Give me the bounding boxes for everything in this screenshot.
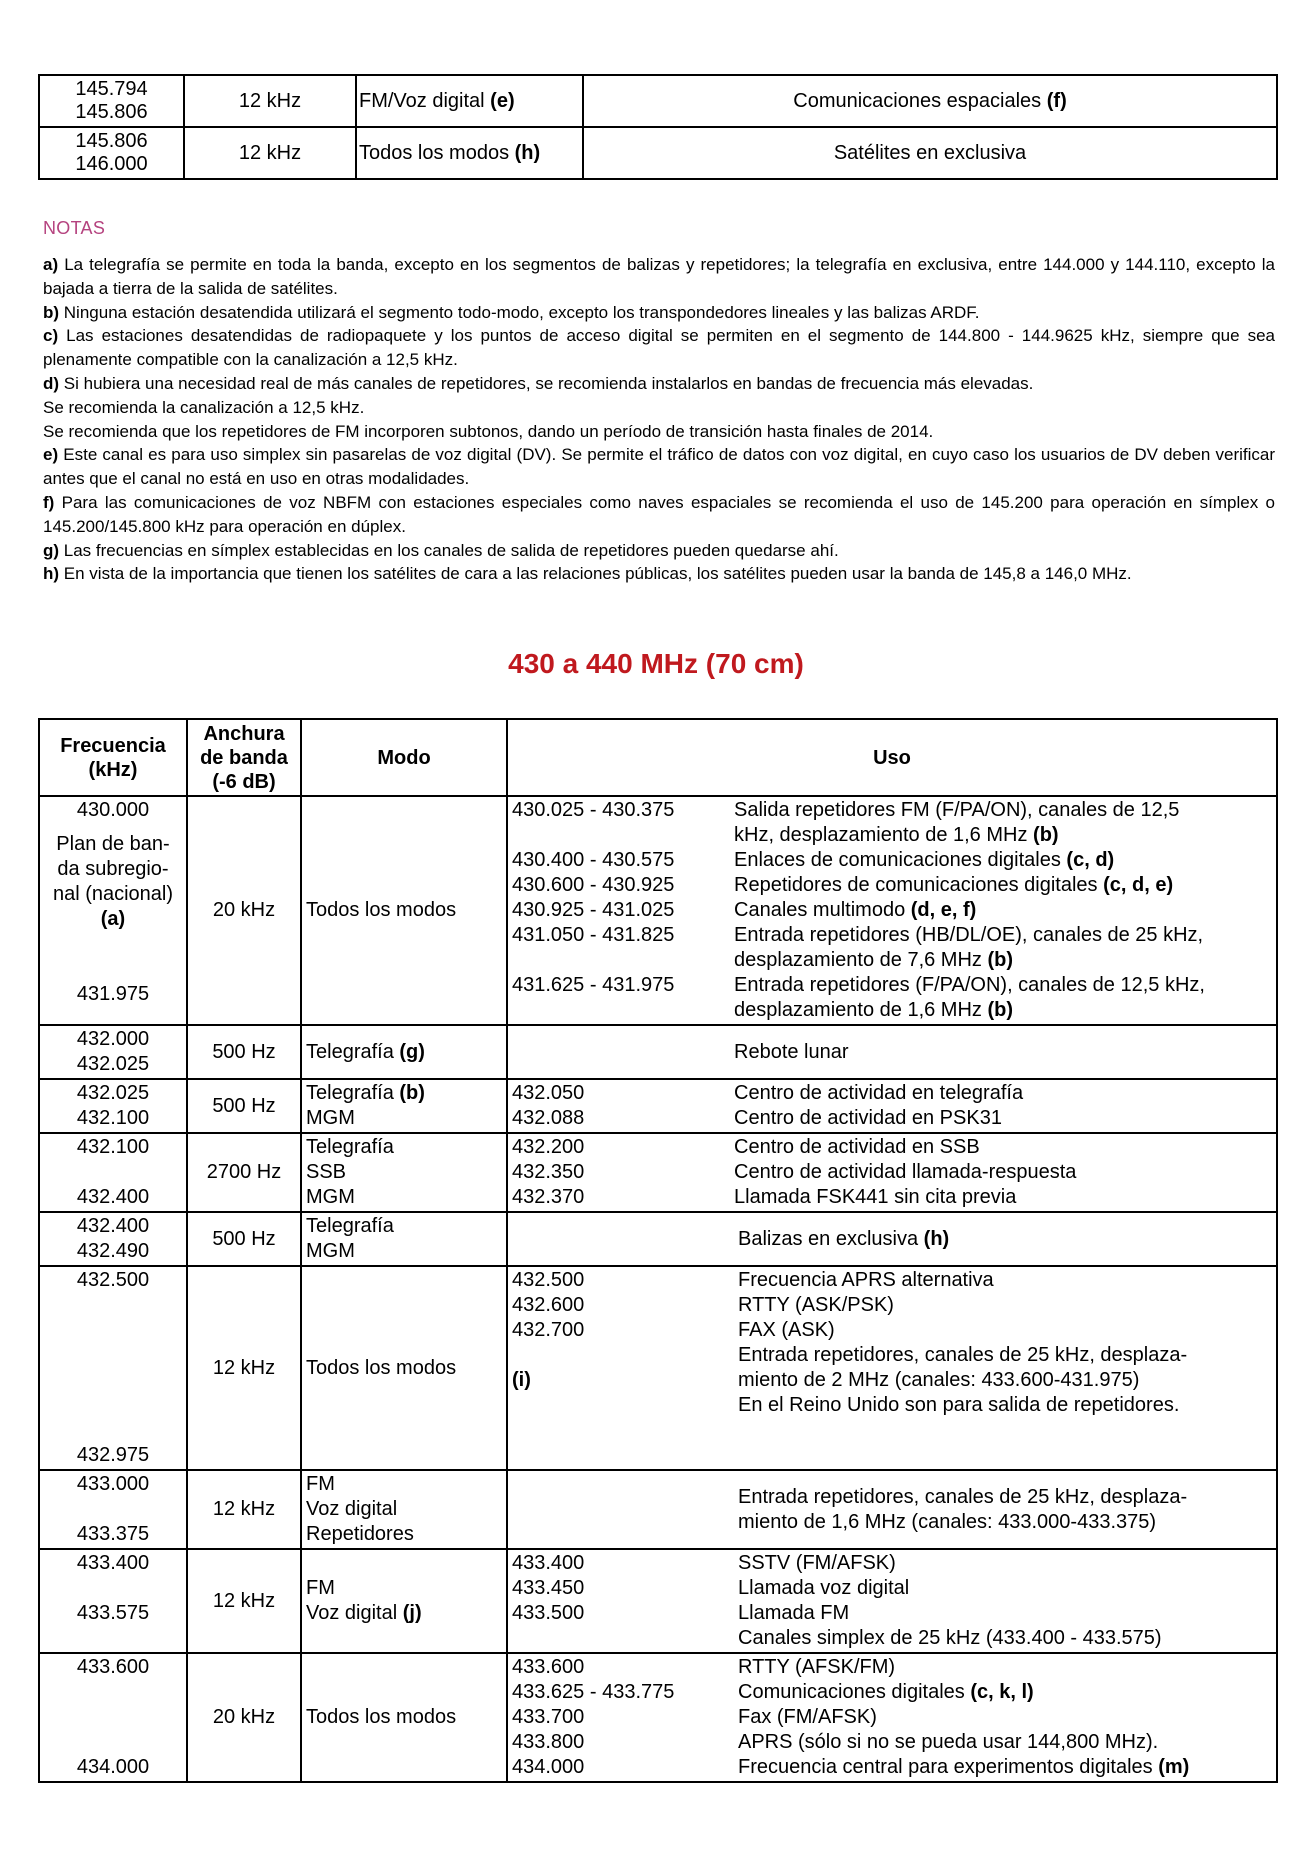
use-entry <box>512 1081 1272 1106</box>
mode-cell <box>301 1079 507 1133</box>
bandwidth-cell: 12 kHz <box>184 75 356 127</box>
sub-freq: 432.200 <box>512 1136 585 1158</box>
plan-text: Plan de ban- <box>56 833 170 855</box>
mode-note: (h) <box>514 141 541 164</box>
sub-freq: 430.925 - 431.025 <box>512 899 675 921</box>
note-letter: b) <box>43 302 60 322</box>
mode-text: Todos los modos <box>306 899 457 921</box>
mode-text: FM <box>306 1577 335 1599</box>
freq-start: 432.025 <box>76 1082 150 1104</box>
plan-text: nal (nacional) <box>52 883 174 905</box>
sub-freq: 433.625 - 433.775 <box>512 1681 675 1703</box>
use-entry <box>512 1755 1272 1780</box>
use-desc <box>738 1680 1272 1705</box>
desc-line: Salida repetidores FM (F/PA/ON), canales de 12,5 <box>734 799 1180 821</box>
note-g <box>43 539 1275 563</box>
bandwidth-cell: 20 kHz <box>187 1653 301 1782</box>
mode-cell <box>356 75 583 127</box>
use-cell <box>507 1653 1277 1782</box>
use-entry <box>512 798 1272 848</box>
desc-line: APRS (sólo si no se pueda usar 144,800 MHz). <box>738 1731 1159 1753</box>
use-desc: En el Reino Unido son para salida de repetidores. <box>738 1394 1180 1416</box>
mode-text: Telegrafía <box>306 1082 400 1104</box>
sub-freq: 430.600 - 430.925 <box>512 874 675 896</box>
use-desc: Llamada FM <box>738 1602 850 1624</box>
use-desc: Canales simplex de 25 kHz (433.400 - 433.575) <box>738 1627 1162 1649</box>
mode-text: Voz digital <box>306 1498 398 1520</box>
sub-freq: 434.000 <box>512 1756 585 1778</box>
mode-text: Telegrafía <box>306 1040 400 1063</box>
sub-freq: 430.400 - 430.575 <box>512 849 675 871</box>
use-cell <box>507 1079 1277 1133</box>
use-entry <box>512 848 1272 873</box>
desc-line: Fax (FM/AFSK) <box>738 1706 877 1728</box>
use-desc: Rebote lunar <box>734 1040 849 1063</box>
mode-cell <box>301 796 507 1025</box>
freq-end: 433.375 <box>76 1523 150 1545</box>
freq-start: 145.806 <box>75 130 148 152</box>
table-row <box>39 1470 1277 1549</box>
use-cell <box>507 1549 1277 1653</box>
bandwidth-cell: 12 kHz <box>184 127 356 179</box>
note-text: Si hubiera una necesidad real de más canales de repetidores, se recomienda instalarlos en bandas de frecuencia más elevadas. <box>59 373 1034 393</box>
freq-cell <box>39 127 184 179</box>
use-cell <box>507 1212 1277 1266</box>
use-entry <box>512 898 1272 923</box>
mode-text: Todos los modos <box>306 1356 457 1379</box>
freq-cell <box>39 75 184 127</box>
sub-freq: 432.050 <box>512 1082 585 1104</box>
freq-cell <box>39 1212 187 1266</box>
mode-text: MGM <box>306 1240 355 1262</box>
header-text: de banda <box>200 746 288 769</box>
use-entry <box>512 1576 1272 1601</box>
use-entry <box>512 1626 1272 1651</box>
table-row <box>39 1079 1277 1133</box>
mode-text: Repetidores <box>306 1523 414 1545</box>
mode-text: Voz digital <box>306 1602 403 1624</box>
use-text: Satélites en exclusiva <box>833 141 1027 164</box>
freq-cell <box>39 796 187 1025</box>
mode-cell <box>301 1025 507 1079</box>
use-desc: Centro de actividad llamada-respuesta <box>734 1161 1077 1183</box>
mode-text: Todos los modos <box>359 141 510 164</box>
sub-freq <box>512 1393 738 1418</box>
use-entry <box>512 1551 1272 1576</box>
use-desc <box>734 923 1272 973</box>
freq-end: 434.000 <box>76 1756 150 1778</box>
use-desc <box>734 973 1272 1023</box>
mode-cell <box>301 1266 507 1470</box>
plan-note: (a) <box>100 908 126 930</box>
mode-cell <box>301 1212 507 1266</box>
use-entry <box>512 1135 1272 1160</box>
sub-freq: 432.600 <box>512 1294 585 1316</box>
note-letter: h) <box>43 564 60 584</box>
use-desc <box>738 1655 1272 1680</box>
mode-text: FM <box>306 1473 335 1495</box>
plan-text: da subregio- <box>57 858 169 880</box>
note-e <box>43 443 1275 491</box>
header-text: (-6 dB) <box>212 770 276 793</box>
bandwidth-cell: 12 kHz <box>187 1470 301 1549</box>
use-entry <box>512 1730 1272 1755</box>
note-text: Las estaciones desatendidas de radiopaquete y los puntos de acceso digital se permiten en el segmento de 144.800 - 144.9625 kHz, siempre que sea plenamente compatible con la canalización a 12,5 kHz. <box>43 326 1275 370</box>
mode-text: Telegrafía <box>306 1136 394 1158</box>
use-entry <box>512 1293 1272 1318</box>
use-desc: Entrada repetidores, canales de 25 kHz, desplaza- <box>738 1344 1188 1366</box>
freq-start: 432.500 <box>76 1269 150 1291</box>
use-entry <box>512 923 1272 973</box>
bandwidth-cell: 500 Hz <box>187 1025 301 1079</box>
freq-end: 432.025 <box>76 1053 150 1075</box>
use-cell <box>583 75 1277 127</box>
sub-freq: 430.025 - 430.375 <box>512 799 675 821</box>
sub-freq: 433.450 <box>512 1577 585 1599</box>
sub-freq: 431.050 - 431.825 <box>512 924 675 946</box>
table-row <box>39 1212 1277 1266</box>
use-entry <box>512 1680 1272 1705</box>
table-row <box>39 1025 1277 1079</box>
use-desc: Llamada FSK441 sin cita previa <box>734 1186 1017 1208</box>
freq-end: 431.975 <box>76 983 150 1005</box>
use-entry <box>512 1705 1272 1730</box>
freq-end: 432.400 <box>76 1186 150 1208</box>
note-c <box>43 324 1275 372</box>
use-desc <box>734 848 1272 873</box>
note-text: Las frecuencias en símplex establecidas en los canales de salida de repetidores pueden quedarse ahí. <box>59 540 839 560</box>
use-entry <box>512 973 1272 1023</box>
note-d <box>43 372 1275 396</box>
header-text: (kHz) <box>88 758 138 781</box>
freq-end: 145.806 <box>75 101 148 123</box>
use-entry <box>512 1655 1272 1680</box>
table-row <box>39 127 1277 179</box>
desc-line: Entrada repetidores (HB/DL/OE), canales de 25 kHz, <box>734 924 1204 946</box>
mode-note: (j) <box>402 1602 422 1624</box>
note-text: Ninguna estación desatendida utilizará el segmento todo-modo, excepto los transpondedores lineales y las balizas ARDF. <box>59 302 980 322</box>
note-letter: c) <box>43 326 59 346</box>
use-note: (f) <box>1046 89 1067 112</box>
use-desc: Centro de actividad en PSK31 <box>734 1107 1002 1129</box>
use-note: (m) <box>1158 1756 1190 1778</box>
freq-end: 432.490 <box>76 1240 150 1262</box>
freq-cell <box>39 1025 187 1079</box>
freq-start: 430.000 <box>76 799 150 821</box>
note-text: La telegrafía se permite en toda la banda, excepto en los segmentos de balizas y repetidores; la telegrafía en exclusiva, entre 144.000 y 144.110, excepto la bajada a tierra de la salida de satélites. <box>43 255 1275 298</box>
mode-text: MGM <box>306 1107 355 1129</box>
note-letter: a) <box>43 255 59 274</box>
header-bandwidth <box>187 719 301 796</box>
use-desc <box>734 873 1272 898</box>
mode-cell <box>301 1549 507 1653</box>
note-text: Se recomienda que los repetidores de FM incorporen subtonos, dando un período de transición hasta finales de 2014. <box>43 421 934 441</box>
note-h <box>43 562 1275 586</box>
header-mode: Modo <box>301 719 507 796</box>
mode-text: FM/Voz digital <box>359 89 485 112</box>
freq-cell <box>39 1653 187 1782</box>
sub-note: (i) <box>512 1369 531 1391</box>
top-band-table <box>38 74 1278 180</box>
sub-freq: 433.600 <box>512 1656 585 1678</box>
sub-freq: 432.370 <box>512 1186 585 1208</box>
use-note: (c, k, l) <box>970 1681 1034 1703</box>
use-desc <box>734 898 1272 923</box>
sub-freq <box>512 1343 738 1368</box>
note-text: Para las comunicaciones de voz NBFM con estaciones especiales como naves espaciales se recomienda el uso de 145.200 para operación en símplex o 145.200/145.800 kHz para operación en dúplex. <box>43 492 1275 536</box>
use-entry <box>512 1368 1272 1393</box>
use-desc: Balizas en exclusiva <box>738 1227 924 1250</box>
use-text: Comunicaciones espaciales <box>793 89 1042 112</box>
use-cell <box>507 1470 1277 1549</box>
use-note: (c, d, e) <box>1103 874 1174 896</box>
desc-line: Enlaces de comunicaciones digitales <box>734 849 1067 871</box>
freq-end: 146.000 <box>75 153 148 175</box>
freq-cell <box>39 1079 187 1133</box>
mode-cell <box>301 1653 507 1782</box>
sub-freq: 433.800 <box>512 1731 585 1753</box>
mode-text: Telegrafía <box>306 1215 394 1237</box>
use-entry <box>512 1343 1272 1368</box>
freq-start: 432.100 <box>76 1136 150 1158</box>
use-cell <box>583 127 1277 179</box>
sub-freq: 431.625 - 431.975 <box>512 974 675 996</box>
freq-start: 432.400 <box>76 1215 150 1237</box>
mode-note: (g) <box>399 1040 425 1063</box>
mode-text: MGM <box>306 1186 355 1208</box>
notes-heading: NOTAS <box>43 218 106 238</box>
table-row <box>39 1133 1277 1212</box>
use-desc: miento de 2 MHz (canales: 433.600-431.975) <box>738 1369 1140 1391</box>
freq-cell <box>39 1549 187 1653</box>
sub-freq <box>512 1626 738 1651</box>
header-row <box>39 719 1277 796</box>
table-row <box>39 75 1277 127</box>
mode-note: (e) <box>490 89 515 112</box>
freq-cell <box>39 1266 187 1470</box>
note-letter: f) <box>43 492 55 512</box>
desc-line: kHz, desplazamiento de 1,6 MHz <box>734 824 1034 846</box>
freq-end: 432.975 <box>76 1444 150 1466</box>
mode-cell <box>301 1133 507 1212</box>
freq-start: 432.000 <box>76 1028 150 1050</box>
note-f <box>43 491 1275 539</box>
bandwidth-cell: 500 Hz <box>187 1079 301 1133</box>
band-plan-table <box>38 718 1278 1783</box>
freq-start: 145.794 <box>75 78 148 100</box>
mode-text: SSB <box>306 1161 347 1183</box>
desc-line: Repetidores de comunicaciones digitales <box>734 874 1104 896</box>
desc-line: Comunicaciones digitales <box>738 1681 971 1703</box>
note-letter: g) <box>43 540 60 560</box>
bandwidth-cell: 12 kHz <box>187 1266 301 1470</box>
note-text: En vista de la importancia que tienen los satélites de cara a las relaciones públicas, los satélites pueden usar la banda de 145,8 a 146,0 MHz. <box>59 564 1132 584</box>
notes-list <box>43 253 1275 586</box>
use-desc: RTTY (ASK/PSK) <box>738 1294 894 1316</box>
use-desc: FAX (ASK) <box>738 1319 835 1341</box>
use-cell <box>507 796 1277 1025</box>
freq-cell <box>39 1133 187 1212</box>
note-a <box>43 253 1275 301</box>
desc-line: Canales multimodo <box>734 899 911 921</box>
sub-freq: 433.400 <box>512 1552 585 1574</box>
use-desc <box>738 1730 1272 1755</box>
use-entry <box>512 1393 1272 1418</box>
sub-freq: 433.700 <box>512 1706 585 1728</box>
use-cell <box>507 1025 1277 1079</box>
use-note: (b) <box>1033 824 1059 846</box>
table-row <box>39 1266 1277 1470</box>
sub-freq: 433.500 <box>512 1602 585 1624</box>
use-cell <box>507 1133 1277 1212</box>
bandwidth-cell: 20 kHz <box>187 796 301 1025</box>
use-entry <box>512 1185 1272 1210</box>
use-note: (c, d) <box>1066 849 1115 871</box>
use-desc: Entrada repetidores, canales de 25 kHz, desplaza- <box>738 1485 1188 1508</box>
use-note: (h) <box>923 1227 950 1250</box>
sub-freq: 432.088 <box>512 1107 585 1129</box>
use-desc: Frecuencia APRS alternativa <box>738 1269 994 1291</box>
note-text: Se recomienda la canalización a 12,5 kHz. <box>43 397 365 417</box>
table-row <box>39 1549 1277 1653</box>
use-entry <box>512 1268 1272 1293</box>
use-entry <box>512 1106 1272 1131</box>
note-letter: d) <box>43 373 60 393</box>
sub-freq: 432.350 <box>512 1161 585 1183</box>
desc-line: desplazamiento de 7,6 MHz <box>734 949 988 971</box>
note-d-cont-2 <box>43 420 1275 444</box>
note-letter: e) <box>43 445 59 465</box>
bandwidth-cell: 500 Hz <box>187 1212 301 1266</box>
use-note: (b) <box>987 999 1014 1021</box>
use-entry <box>512 1160 1272 1185</box>
table-row <box>39 796 1277 1025</box>
freq-start: 433.000 <box>76 1473 150 1495</box>
mode-cell <box>356 127 583 179</box>
header-use: Uso <box>507 719 1277 796</box>
header-freq <box>39 719 187 796</box>
bandwidth-cell: 2700 Hz <box>187 1133 301 1212</box>
desc-line: RTTY (AFSK/FM) <box>738 1656 896 1678</box>
mode-note: (b) <box>399 1082 425 1104</box>
freq-start: 433.400 <box>76 1552 150 1574</box>
note-b <box>43 301 1275 325</box>
use-entry <box>512 873 1272 898</box>
use-desc: Llamada voz digital <box>738 1577 910 1599</box>
bandwidth-cell: 12 kHz <box>187 1549 301 1653</box>
section-title: 430 a 440 MHz (70 cm) <box>508 648 804 679</box>
note-d-cont-1 <box>43 396 1275 420</box>
header-text: Anchura <box>203 722 285 745</box>
use-desc <box>738 1705 1272 1730</box>
mode-text: Todos los modos <box>306 1706 457 1728</box>
use-desc <box>738 1755 1272 1780</box>
use-desc: Centro de actividad en telegrafía <box>734 1082 1024 1104</box>
use-desc: Centro de actividad en SSB <box>734 1136 980 1158</box>
table-row <box>39 1653 1277 1782</box>
use-cell <box>507 1266 1277 1470</box>
use-entry <box>512 1601 1272 1626</box>
use-entry <box>512 1318 1272 1343</box>
use-desc <box>734 798 1272 848</box>
use-desc: SSTV (FM/AFSK) <box>738 1552 896 1574</box>
freq-start: 433.600 <box>76 1656 150 1678</box>
freq-end: 432.100 <box>76 1107 150 1129</box>
desc-line: Frecuencia central para experimentos digitales <box>738 1756 1159 1778</box>
use-desc: miento de 1,6 MHz (canales: 433.000-433.375) <box>738 1510 1157 1533</box>
desc-line: desplazamiento de 1,6 MHz <box>734 999 988 1021</box>
desc-line: Entrada repetidores (F/PA/ON), canales de 12,5 kHz, <box>734 974 1205 996</box>
freq-cell <box>39 1470 187 1549</box>
note-text: Este canal es para uso simplex sin pasarelas de voz digital (DV). Se permite el tráfico de datos con voz digital, en cuyo caso los usuarios de DV deben verificar antes que el canal no está en uso en otras modalidades. <box>43 445 1275 489</box>
sub-freq: 432.700 <box>512 1319 585 1341</box>
mode-cell <box>301 1470 507 1549</box>
header-text: Frecuencia <box>60 734 166 757</box>
use-note: (d, e, f) <box>910 899 977 921</box>
sub-freq: 432.500 <box>512 1269 585 1291</box>
freq-end: 433.575 <box>76 1602 150 1624</box>
use-note: (b) <box>987 949 1014 971</box>
